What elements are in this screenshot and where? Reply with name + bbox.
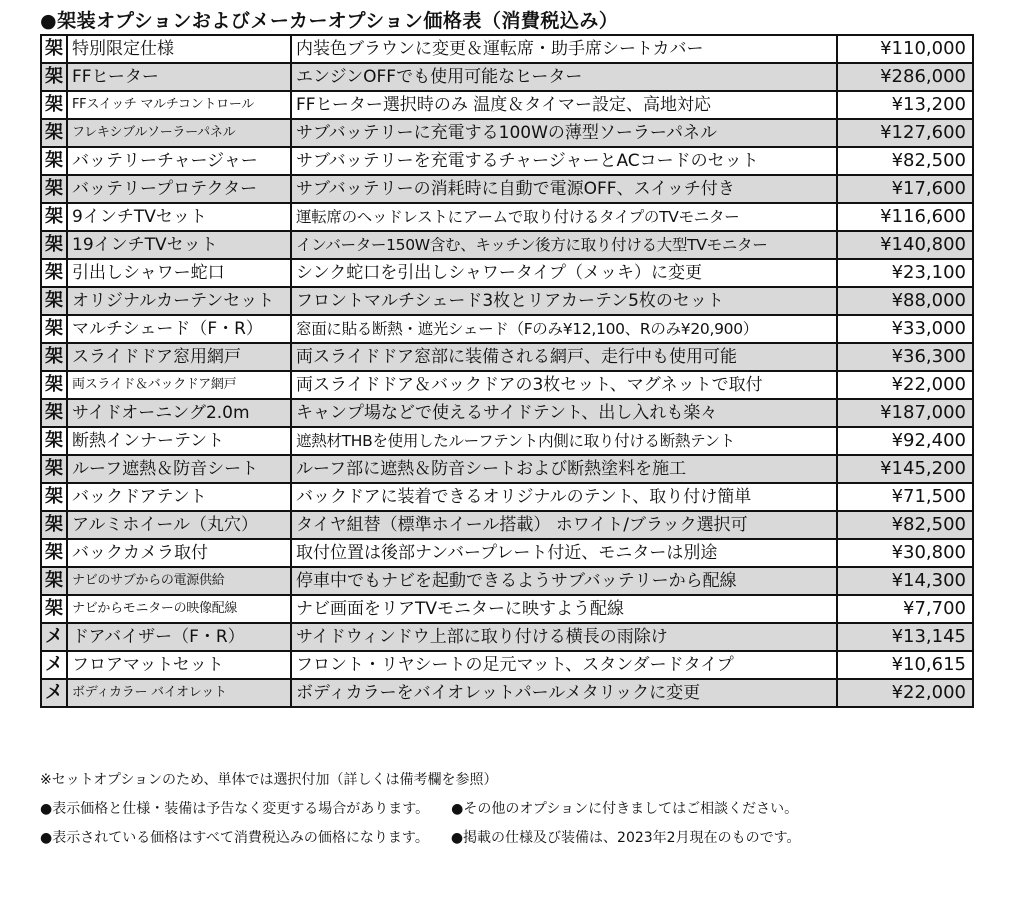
table-row — [41, 679, 973, 707]
option-name-cell: バッテリープロテクター — [67, 175, 291, 203]
option-price-cell: ¥110,000 — [837, 35, 973, 63]
option-type-cell: 架 — [41, 343, 67, 371]
table-row — [41, 399, 973, 427]
set-option-note-text: ※セットオプションのため、単体では選択付加（詳しくは備考欄を参照） — [40, 772, 498, 788]
option-description-cell: FFヒーター選択時のみ 温度＆タイマー設定、高地対応 — [291, 91, 837, 119]
option-description-cell: シンク蛇口を引出しシャワータイプ（メッキ）に変更 — [291, 259, 837, 287]
price-change-note: ●表示価格と仕様・装備は予告なく変更する場合があります。 — [40, 801, 430, 817]
option-type-cell: 架 — [41, 315, 67, 343]
option-name-cell: ドアバイザー（F・R） — [67, 623, 291, 651]
option-description-cell: 停車中でもナビを起動できるようサブバッテリーから配線 — [291, 567, 837, 595]
table-row — [41, 371, 973, 399]
option-type-cell: 架 — [41, 203, 67, 231]
option-description-cell: 遮熱材THBを使用したルーフテント内側に取り付ける断熱テント — [291, 427, 837, 455]
option-description-cell: ボディカラーをバイオレットパールメタリックに変更 — [291, 679, 837, 707]
option-name-cell: 両スライド＆バックドア網戸 — [67, 371, 291, 399]
table-row — [41, 175, 973, 203]
option-type-cell: メ — [41, 679, 67, 707]
option-price-cell: ¥286,000 — [837, 63, 973, 91]
option-price-cell: ¥7,700 — [837, 595, 973, 623]
option-price-cell: ¥71,500 — [837, 483, 973, 511]
option-description-cell: ルーフ部に遮熱＆防音シートおよび断熱塗料を施工 — [291, 455, 837, 483]
option-type-cell: 架 — [41, 371, 67, 399]
option-price-cell: ¥127,600 — [837, 119, 973, 147]
option-name-cell: ナビのサブからの電源供給 — [67, 567, 291, 595]
table-row — [41, 567, 973, 595]
table-row — [41, 203, 973, 231]
option-name-cell: バックカメラ取付 — [67, 539, 291, 567]
table-row — [41, 483, 973, 511]
table-row — [41, 231, 973, 259]
option-name-cell: マルチシェード（F・R） — [67, 315, 291, 343]
option-type-cell: 架 — [41, 399, 67, 427]
option-type-cell: 架 — [41, 539, 67, 567]
option-name-cell: 断熱インナーテント — [67, 427, 291, 455]
table-row — [41, 315, 973, 343]
option-type-cell: メ — [41, 623, 67, 651]
option-name-cell: サイドオーニング2.0m — [67, 399, 291, 427]
option-description-cell: バックドアに装着できるオリジナルのテント、取り付け簡単 — [291, 483, 837, 511]
option-price-cell: ¥88,000 — [837, 287, 973, 315]
page-title: ●架装オプションおよびメーカーオプション価格表（消費税込み） — [40, 10, 619, 32]
option-price-cell: ¥187,000 — [837, 399, 973, 427]
option-type-cell: 架 — [41, 259, 67, 287]
notice-line-1 — [40, 799, 980, 828]
spec-date-note: ●掲載の仕様及び装備は、2023年2月現在のものです。 — [450, 830, 801, 846]
option-type-cell: 架 — [41, 119, 67, 147]
option-type-cell: 架 — [41, 175, 67, 203]
option-description-cell: タイヤ組替（標準ホイール搭載） ホワイト/ブラック選択可 — [291, 511, 837, 539]
option-name-cell: 9インチTVセット — [67, 203, 291, 231]
option-type-cell: 架 — [41, 595, 67, 623]
option-price-cell: ¥14,300 — [837, 567, 973, 595]
option-price-cell: ¥22,000 — [837, 371, 973, 399]
price-table-body — [41, 35, 973, 707]
option-type-cell: 架 — [41, 455, 67, 483]
notice-line-2 — [40, 828, 980, 857]
option-price-cell: ¥145,200 — [837, 455, 973, 483]
option-description-cell: ナビ画面をリアTVモニターに映すよう配線 — [291, 595, 837, 623]
option-description-cell: 両スライドドア＆バックドアの3枚セット、マグネットで取付 — [291, 371, 837, 399]
option-name-cell: アルミホイール（丸穴） — [67, 511, 291, 539]
option-name-cell: ナビからモニターの映像配線 — [67, 595, 291, 623]
option-name-cell: バッテリーチャージャー — [67, 147, 291, 175]
option-name-cell: FFスイッチ マルチコントロール — [67, 91, 291, 119]
table-row — [41, 595, 973, 623]
option-price-cell: ¥82,500 — [837, 147, 973, 175]
option-name-cell: フレキシブルソーラーパネル — [67, 119, 291, 147]
option-type-cell: 架 — [41, 287, 67, 315]
set-option-note — [40, 770, 980, 799]
option-name-cell: 特別限定仕様 — [67, 35, 291, 63]
option-price-cell: ¥140,800 — [837, 231, 973, 259]
option-description-cell: フロント・リヤシートの足元マット、スタンダードタイプ — [291, 651, 837, 679]
option-type-cell: 架 — [41, 483, 67, 511]
option-price-cell: ¥82,500 — [837, 511, 973, 539]
option-name-cell: 引出しシャワー蛇口 — [67, 259, 291, 287]
option-description-cell: サブバッテリーの消耗時に自動で電源OFF、スイッチ付き — [291, 175, 837, 203]
option-price-cell: ¥10,615 — [837, 651, 973, 679]
table-row — [41, 91, 973, 119]
option-name-cell: ボディカラー バイオレット — [67, 679, 291, 707]
table-row — [41, 511, 973, 539]
price-table — [40, 34, 974, 708]
option-description-cell: サブバッテリーを充電するチャージャーとACコードのセット — [291, 147, 837, 175]
table-row — [41, 623, 973, 651]
tax-included-note: ●表示されている価格はすべて消費税込みの価格になります。 — [40, 830, 429, 846]
option-name-cell: スライドドア窓用網戸 — [67, 343, 291, 371]
option-description-cell: サイドウィンドウ上部に取り付ける横長の雨除け — [291, 623, 837, 651]
option-type-cell: 架 — [41, 567, 67, 595]
table-row — [41, 147, 973, 175]
option-description-cell: キャンプ場などで使えるサイドテント、出し入れも楽々 — [291, 399, 837, 427]
option-price-cell: ¥36,300 — [837, 343, 973, 371]
option-type-cell: 架 — [41, 147, 67, 175]
option-type-cell: 架 — [41, 35, 67, 63]
option-description-cell: 窓面に貼る断熱・遮光シェード（Fのみ¥12,100、Rのみ¥20,900） — [291, 315, 837, 343]
table-row — [41, 259, 973, 287]
table-row — [41, 287, 973, 315]
table-row — [41, 35, 973, 63]
option-type-cell: 架 — [41, 427, 67, 455]
option-type-cell: 架 — [41, 231, 67, 259]
option-name-cell: 19インチTVセット — [67, 231, 291, 259]
table-row — [41, 119, 973, 147]
option-description-cell: エンジンOFFでも使用可能なヒーター — [291, 63, 837, 91]
option-price-cell: ¥33,000 — [837, 315, 973, 343]
option-type-cell: 架 — [41, 91, 67, 119]
option-price-cell: ¥22,000 — [837, 679, 973, 707]
table-row — [41, 343, 973, 371]
table-row — [41, 427, 973, 455]
option-type-cell: 架 — [41, 63, 67, 91]
consult-note: ●その他のオプションに付きましてはご相談ください。 — [451, 801, 799, 817]
option-price-cell: ¥116,600 — [837, 203, 973, 231]
option-price-cell: ¥23,100 — [837, 259, 973, 287]
option-description-cell: 運転席のヘッドレストにアームで取り付けるタイプのTVモニター — [291, 203, 837, 231]
table-row — [41, 455, 973, 483]
option-description-cell: 両スライドドア窓部に装備される網戸、走行中も使用可能 — [291, 343, 837, 371]
option-name-cell: フロアマットセット — [67, 651, 291, 679]
option-price-cell: ¥17,600 — [837, 175, 973, 203]
option-description-cell: 内装色ブラウンに変更＆運転席・助手席シートカバー — [291, 35, 837, 63]
option-type-cell: メ — [41, 651, 67, 679]
option-name-cell: ルーフ遮熱＆防音シート — [67, 455, 291, 483]
table-row — [41, 539, 973, 567]
table-row — [41, 63, 973, 91]
option-description-cell: インバーター150W含む、キッチン後方に取り付ける大型TVモニター — [291, 231, 837, 259]
table-row — [41, 651, 973, 679]
option-description-cell: 取付位置は後部ナンバープレート付近、モニターは別途 — [291, 539, 837, 567]
option-name-cell: FFヒーター — [67, 63, 291, 91]
option-price-cell: ¥13,200 — [837, 91, 973, 119]
option-price-cell: ¥13,145 — [837, 623, 973, 651]
option-name-cell: バックドアテント — [67, 483, 291, 511]
notes-section — [40, 770, 980, 857]
option-name-cell: オリジナルカーテンセット — [67, 287, 291, 315]
option-type-cell: 架 — [41, 511, 67, 539]
option-description-cell: サブバッテリーに充電する100Wの薄型ソーラーパネル — [291, 119, 837, 147]
option-price-cell: ¥30,800 — [837, 539, 973, 567]
option-description-cell: フロントマルチシェード3枚とリアカーテン5枚のセット — [291, 287, 837, 315]
option-price-cell: ¥92,400 — [837, 427, 973, 455]
